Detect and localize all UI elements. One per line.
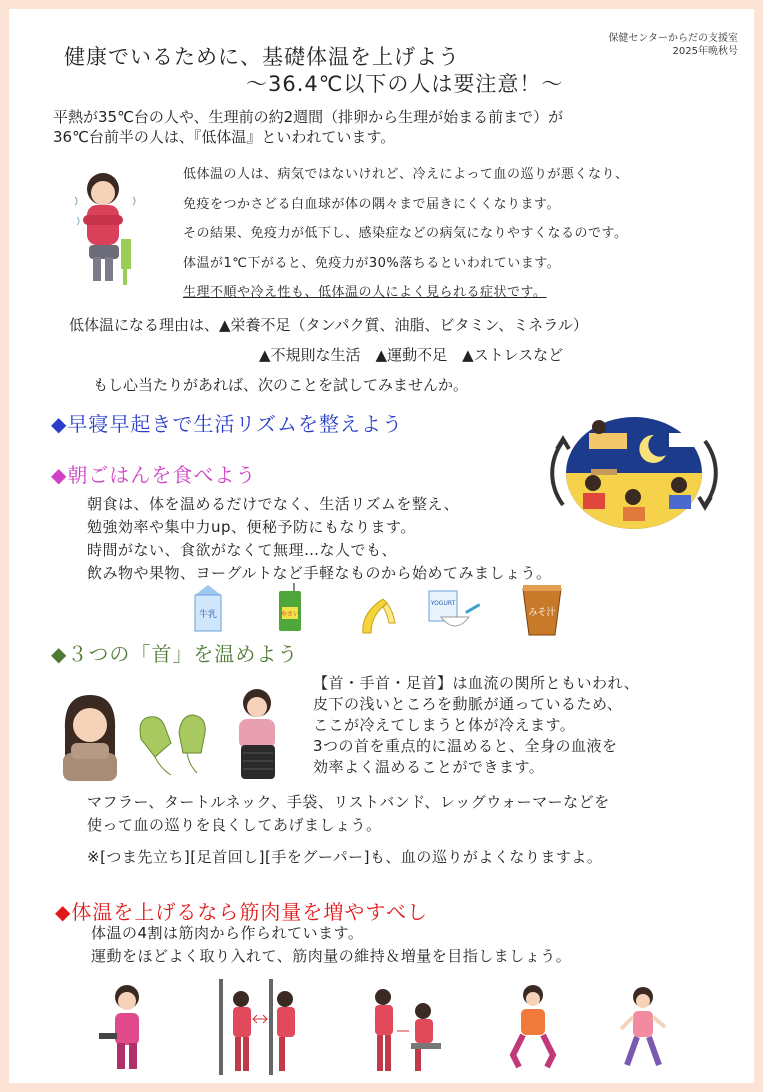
yogurt-label: YOGURT	[430, 600, 456, 607]
section-heading-muscle: ◆体温を上げるなら筋肉量を増やすべし	[55, 900, 428, 924]
low-temp-explanation	[183, 160, 629, 308]
neck-line: 効率よく温めることができます。	[313, 758, 545, 776]
veg-juice-label: やさい	[280, 611, 300, 618]
warming-ankles-illustration	[225, 685, 289, 785]
reasons-line: 低体温になる理由は、▲栄養不足（タンパク質、油脂、ビタミン、ミネラル）	[69, 316, 588, 334]
header-meta	[608, 32, 738, 58]
banana-icon	[357, 593, 401, 637]
scarf-woman-illustration	[59, 691, 121, 781]
miso-soup-icon	[521, 583, 563, 639]
neck-tip-line: マフラー、タートルネック、手袋、リストバンド、レッグウォーマーなどを	[87, 793, 610, 811]
breakfast-line: 時間がない、食欲がなくて無理…な人でも、	[87, 541, 398, 559]
breakfast-line: 勉強効率や集中力up、便秘予防にもなります。	[87, 518, 416, 536]
neck-line: ここが冷えてしまうと体が冷えます。	[313, 716, 576, 734]
breakfast-line: 飲み物や果物、ヨーグルトなど手軽なものから始めてみましょう。	[87, 564, 552, 582]
neck-line: 皮下の浅いところを動脈が通っているため、	[313, 695, 623, 713]
neck-tips	[87, 791, 610, 837]
gloves-illustration	[131, 709, 221, 779]
neck-line: 【首・手首・足首】は血流の関所ともいわれ、	[313, 674, 640, 692]
squat-illustration	[503, 979, 563, 1069]
neck-note: ※[つま先立ち][足首回し][手をグーパー]も、血の巡りがよくなりますよ。	[87, 848, 603, 866]
breakfast-text	[87, 493, 552, 585]
section-heading-rhythm: ◆早寝早起きで生活リズムを整えよう	[51, 412, 403, 436]
org-name: 保健センターからだの支援室	[608, 33, 738, 44]
box-line: 免疫をつかさどる白血球が体の隅々まで届きにくくなります。	[183, 196, 560, 212]
cold-person-illustration	[73, 167, 143, 287]
newsletter-page	[9, 9, 754, 1083]
page-title: 健康でいるために、基礎体温を上げよう	[64, 45, 460, 69]
issue-label: 2025年晩秋号	[672, 46, 738, 57]
box-line: 体温が1℃下がると、免疫力が30%落ちるといわれています。	[183, 255, 561, 271]
reasons-line: ▲不規則な生活 ▲運動不足 ▲ストレスなど	[259, 346, 564, 364]
muscle-line: 運動をほどよく取り入れて、筋肉量の維持＆増量を目指しましょう。	[91, 947, 572, 965]
day-night-cycle-illustration	[529, 405, 739, 535]
yogurt-icon	[425, 587, 485, 637]
neck-tip-line: 使って血の巡りを良くしてあげましょう。	[87, 816, 382, 834]
box-line: その結果、免疫力が低下し、感染症などの病気になりやすくなるのです。	[183, 226, 628, 241]
reasons-prompt: もし心当たりがあれば、次のことを試してみませんか。	[93, 376, 469, 394]
neck-line: 3つの首を重点的に温めると、全身の血液を	[313, 737, 618, 755]
section-heading-breakfast: ◆朝ごはんを食べよう	[51, 463, 257, 487]
muscle-text	[91, 922, 571, 968]
intro-line: 36℃台前半の人は、『低体温』といわれています。	[53, 128, 396, 146]
muscle-line: 体温の4割は筋肉から作られています。	[91, 924, 364, 942]
section-heading-neck: ◆３つの「首」を温めよう	[51, 642, 299, 666]
breakfast-line: 朝食は、体を温めるだけでなく、生活リズムを整え、	[87, 495, 460, 513]
chair-squat-illustration	[361, 981, 447, 1075]
milk-carton-icon	[191, 583, 225, 633]
dumbbell-exercise-illustration	[91, 981, 161, 1071]
walking-illustration	[615, 985, 671, 1071]
intro-line: 平熱が35℃台の人や、生理前の約2週間（排卵から生理が始まる前まで）が	[53, 108, 564, 126]
box-line: 低体温の人は、病気ではないけれど、冷えによって血の巡りが悪くなり、	[183, 167, 629, 182]
neck-text	[313, 673, 639, 778]
veg-juice-icon	[277, 583, 303, 633]
miso-label: みそ汁	[528, 608, 556, 618]
milk-label: 牛乳	[198, 610, 218, 620]
box-line-underlined: 生理不順や冷え性も、低体温の人によく見られる症状です。	[183, 285, 547, 300]
wall-pushup-illustration	[215, 979, 301, 1075]
page-subtitle: ～36.4℃以下の人は要注意！～	[246, 72, 564, 96]
intro-paragraph	[53, 107, 563, 147]
